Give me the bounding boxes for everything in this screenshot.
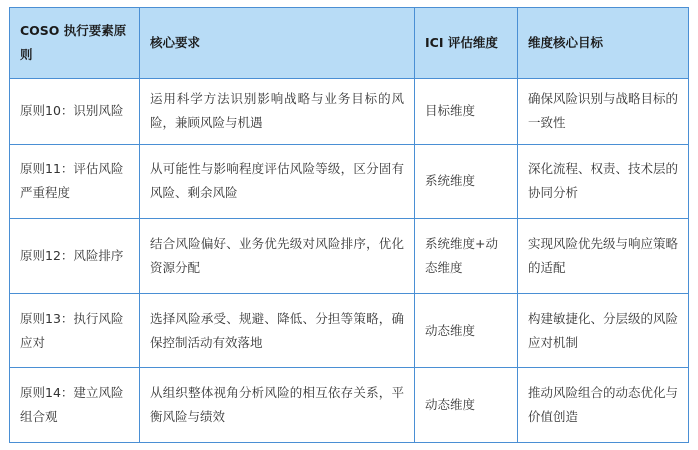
cell-goal: 实现风险优先级与响应策略的适配: [518, 219, 689, 294]
cell-principle: 原则10：识别风险: [10, 79, 140, 145]
table-row: [10, 293, 689, 368]
table-header-row: [10, 8, 689, 79]
table-row: [10, 368, 689, 443]
cell-dimension: 动态维度: [415, 368, 518, 443]
cell-requirement: 运用科学方法识别影响战略与业务目标的风险，兼顾风险与机遇: [140, 79, 415, 145]
header-requirement: 核心要求: [140, 8, 415, 79]
cell-requirement: 选择风险承受、规避、降低、分担等策略，确保控制活动有效落地: [140, 293, 415, 368]
cell-goal: 深化流程、权责、技术层的协同分析: [518, 144, 689, 219]
cell-goal: 推动风险组合的动态优化与价值创造: [518, 368, 689, 443]
cell-principle: 原则13：执行风险应对: [10, 293, 140, 368]
cell-principle: 原则14：建立风险组合观: [10, 368, 140, 443]
cell-dimension: 系统维度+动态维度: [415, 219, 518, 294]
cell-requirement: 结合风险偏好、业务优先级对风险排序，优化资源分配: [140, 219, 415, 294]
cell-principle: 原则11：评估风险严重程度: [10, 144, 140, 219]
cell-requirement: 从组织整体视角分析风险的相互依存关系，平衡风险与绩效: [140, 368, 415, 443]
table-row: [10, 219, 689, 294]
cell-goal: 确保风险识别与战略目标的一致性: [518, 79, 689, 145]
cell-requirement: 从可能性与影响程度评估风险等级，区分固有风险、剩余风险: [140, 144, 415, 219]
risk-principles-table-wrapper: [9, 7, 688, 443]
cell-dimension: 系统维度: [415, 144, 518, 219]
header-principle: COSO 执行要素原则: [10, 8, 140, 79]
cell-dimension: 目标维度: [415, 79, 518, 145]
header-dimension: ICI 评估维度: [415, 8, 518, 79]
cell-dimension: 动态维度: [415, 293, 518, 368]
header-goal: 维度核心目标: [518, 8, 689, 79]
table-row: [10, 79, 689, 145]
cell-goal: 构建敏捷化、分层级的风险应对机制: [518, 293, 689, 368]
risk-principles-table: [9, 7, 689, 443]
table-row: [10, 144, 689, 219]
cell-principle: 原则12：风险排序: [10, 219, 140, 294]
